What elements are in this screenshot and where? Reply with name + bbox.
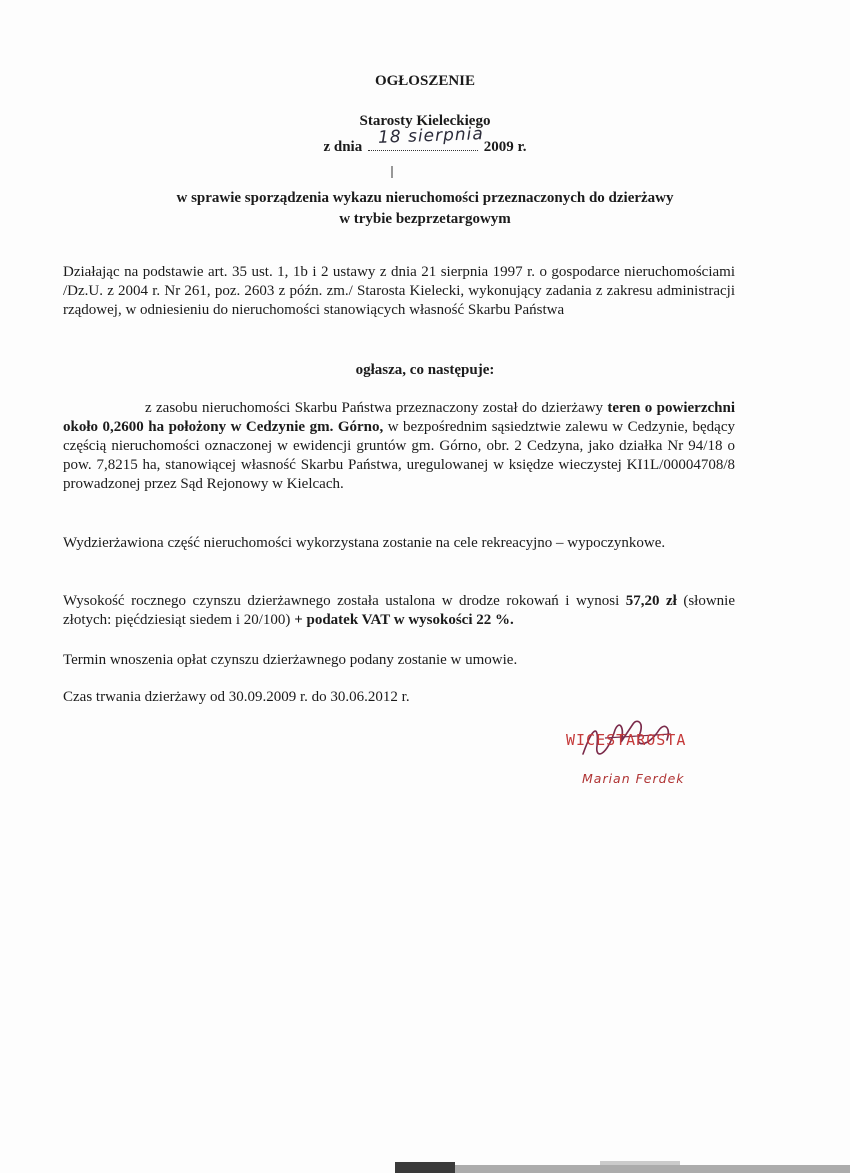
lease-area-text: [63, 399, 735, 494]
paragraph-duration: [63, 688, 735, 707]
scan-edge-artifact: [0, 1159, 850, 1173]
intro-paragraph: [63, 263, 735, 320]
payment-text: Termin wnoszenia opłat czynszu dzierżawnego podany zostanie w umowie.: [63, 652, 518, 668]
date-line: [0, 124, 850, 156]
lease-area-text-a: z zasobu nieruchomości Skarbu Państwa przeznaczony został do dzierżawy: [145, 400, 608, 416]
document-title: OGŁOSZENIE: [374, 73, 476, 89]
subject-line-2: w trybie bezprzetargowym: [339, 211, 511, 227]
rent-text-b: (słownie złotych: pięćdziesiąt siedem i 20/100): [63, 593, 735, 628]
rent-vat: + podatek VAT w wysokości 22 %.: [294, 612, 514, 628]
paragraph-lease-area: [63, 399, 735, 494]
lease-area-bold: teren o powierzchni około 0,2600 ha położony w Cedzynie gm. Górno,: [63, 400, 735, 435]
paragraph-payment: [63, 651, 735, 670]
handwritten-date: 18 sierpnia: [377, 124, 485, 148]
rent-text: [63, 592, 735, 630]
subject-line-1: w sprawie sporządzenia wykazu nieruchomości przeznaczonych do dzierżawy: [176, 190, 674, 206]
date-prefix: z dnia: [323, 139, 363, 155]
rent-amount: 57,20 zł: [625, 593, 677, 609]
scan-mark: [391, 166, 393, 178]
lease-area-text-b: w bezpośrednim sąsiedztwie zalewu w Cedzynie, będący częścią nieruchomości oznaczonej w ewidencji gruntów gm. Górno, obr. 2 Cedzyna, jako działka Nr 94/18 o pow. 7,8215 ha, stanowiącej własność Skarbu Państwa, uregulowanej w księdze wieczystej KI1L/00004708/8 prowadzonej przez Sąd Rejonowy w Kielcach.: [63, 419, 735, 492]
duration-text: Czas trwania dzierżawy od 30.09.2009 r. do 30.06.2012 r.: [63, 689, 410, 705]
signatory-name: Marian Ferdek: [582, 771, 685, 786]
paragraph-rent: [63, 592, 735, 630]
date-fill-field: [368, 124, 485, 151]
rent-text-a: Wysokość rocznego czynszu dzierżawnego została ustalona w drodze rokowań i wynosi: [63, 593, 626, 609]
announce-heading: ogłasza, co następuje:: [355, 362, 495, 378]
purpose-text: Wydzierżawiona część nieruchomości wykorzystana zostanie na cele rekreacyjno – wypoczynkowe.: [63, 535, 666, 551]
issuer: Starosty Kieleckiego: [359, 113, 491, 129]
official-stamp: WICESTAROSTA: [566, 731, 687, 749]
paragraph-purpose: [63, 534, 735, 553]
date-suffix: 2009 r.: [483, 139, 527, 155]
intro-text: Działając na podstawie art. 35 ust. 1, 1b i 2 ustawy z dnia 21 sierpnia 1997 r. o gospodarce nieruchomościami /Dz.U. z 2004 r. Nr 261, poz. 2603 z późn. zm./ Starosta Kielecki, wykonujący zadania z zakresu administracji rządowej, w odniesieniu do nieruchomości stanowiących własność Skarbu Państwa: [63, 264, 735, 318]
